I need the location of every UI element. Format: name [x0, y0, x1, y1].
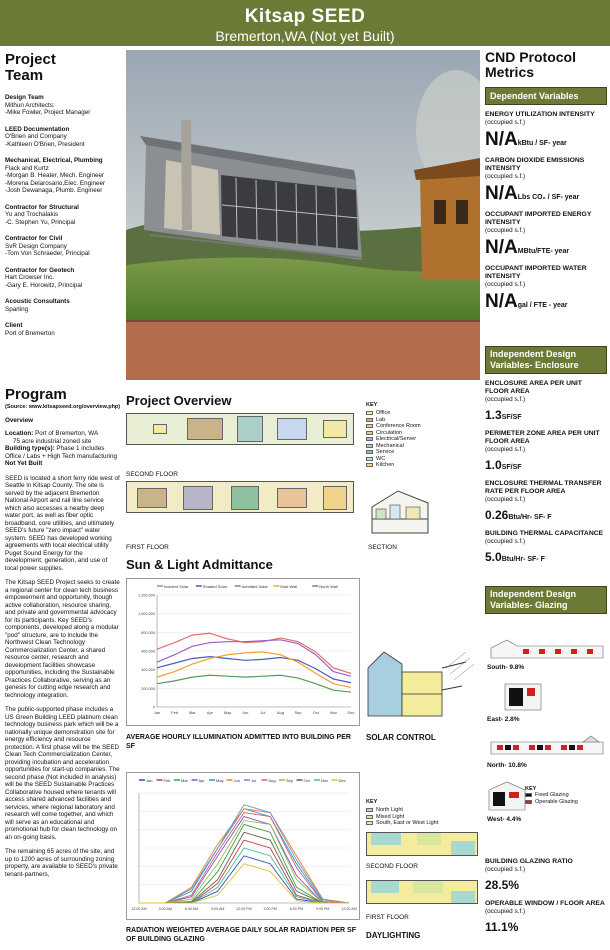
- program-paragraph-3: The public-supported phase includes a US Green Building LEED platinum clean technology business park which will be a nationally unique demonstration site for energy efficiency and resource protection. A first phase will be the SEED Clean Tech Commercialization Center, providing incubation and acceleration opportunities for start-up companies. The second phase (Not included in analysis) will be the SEED Sustainable Practices Collaborative housed where tenants will access shared advanced facilities and services, where regional laboratory and research will come together, and which will serve as an educational and promotional hub for clean technology on an on-going basis.: [5, 706, 120, 841]
- illumination-chart: [126, 578, 360, 726]
- metric-value: 1.0: [485, 458, 502, 472]
- legend-label: Feb: [163, 778, 171, 783]
- glazing-elevations: [485, 638, 607, 828]
- cnd-title: CND Protocol Metrics: [485, 49, 576, 80]
- x-tick-label: Feb: [171, 710, 179, 715]
- key-label: WC: [376, 455, 386, 462]
- team-role: Contractor for Structural: [5, 203, 79, 211]
- metric-value-row: [485, 237, 607, 259]
- metric-value-row: [485, 918, 607, 936]
- daylighting-key-list: [366, 807, 476, 827]
- dependent-variables-bar: Dependent Variables: [485, 87, 607, 105]
- metric-item: [485, 900, 607, 936]
- metric-label: OCCUPANT IMPORTED WATER INTENSITY: [485, 265, 587, 280]
- team-line: -Mike Fowler, Project Manager: [5, 109, 91, 116]
- illumination-chart-caption: AVERAGE HOURLY ILLUMINATION ADMITTED INTO BUILDING PER SF: [126, 734, 351, 750]
- glazing-key-title: KEY: [525, 786, 537, 792]
- daylighting-second-floor-label: SECOND FLOOR: [366, 863, 419, 870]
- key-swatch: [366, 808, 373, 812]
- metric-item: [485, 858, 607, 894]
- team-line: -Tom Von Schraeder, Principal: [5, 250, 90, 257]
- y-tick-label: 600,000: [141, 649, 155, 654]
- legend-label: Dec: [338, 778, 346, 783]
- metric-label: BUILDING THERMAL CAPACITANCE: [485, 530, 604, 537]
- metric-label: OCCUPANT IMPORTED ENERGY INTENSITY: [485, 211, 592, 226]
- legend-label: Jul: [251, 778, 257, 783]
- metric-label: ENCLOSURE THERMAL TRANSFER RATE PER FLOOR AREA: [485, 480, 602, 495]
- team-group: [5, 322, 121, 337]
- team-line: -Morgan B. Heater, Mech. Engineer: [5, 172, 105, 179]
- key-label: Office: [376, 410, 391, 416]
- team-role: Acoustic Consultants: [5, 298, 70, 305]
- metric-value-row: [485, 291, 607, 313]
- project-overview-title: Project Overview: [126, 393, 232, 408]
- overview-first-floor-label: FIRST FLOOR: [126, 544, 169, 551]
- metric-sub: (occupied s.f.): [485, 446, 526, 453]
- metric-unit: MBtu/FTE- year: [517, 248, 570, 255]
- team-group: [5, 298, 121, 313]
- key-label: Service: [376, 449, 395, 455]
- metric-unit: Btu/Hr- SF- F: [508, 514, 552, 521]
- metric-unit: Lbs CO₂ / SF- year: [517, 194, 580, 201]
- metric-sub: (occupied s.f.): [485, 119, 526, 126]
- east-elevation: [485, 682, 607, 726]
- metric-unit: SF/SF: [501, 414, 522, 421]
- cnd-metrics-section: [485, 50, 607, 313]
- metric-value-row: [485, 548, 607, 566]
- series-line: [157, 675, 351, 692]
- legend-label: East Wall: [280, 584, 298, 589]
- radiation-chart-caption: RADIATION WEIGHTED AVERAGE DAILY SOLAR RADIATION PER SF OF BUILDING GLAZING: [126, 927, 356, 943]
- daylighting-key-title: KEY: [366, 799, 378, 805]
- program-paragraph-4: The remaining 65 acres of the site, and up to 1200 acres of surrounding zoning property, are available to SEED's private tenant-partners,: [5, 848, 118, 878]
- team-line: Port of Bremerton: [5, 329, 55, 337]
- overview-key-list: [366, 410, 436, 469]
- daylighting-key: [366, 798, 476, 827]
- key-label: North Light: [376, 807, 403, 813]
- team-line: O'Brien and Company: [5, 133, 67, 140]
- metric-value-row: [485, 129, 607, 151]
- key-label: Mechanical: [376, 442, 404, 449]
- metric-sub: (occupied s.f.): [485, 173, 526, 180]
- key-swatch: [366, 444, 373, 448]
- team-group: [5, 267, 121, 290]
- north-elevation: [485, 734, 607, 774]
- x-tick-label: 9:00 AM: [211, 907, 225, 911]
- x-tick-label: 12:00 AM: [131, 907, 147, 911]
- west-glazing-label: West- 4.4%: [487, 816, 522, 823]
- radiation-chart: [126, 772, 360, 920]
- x-tick-label: 3:00 AM: [158, 907, 172, 911]
- metric-sub: (occupied s.f.): [485, 866, 526, 873]
- overview-second-floor-label: SECOND FLOOR: [126, 471, 179, 478]
- metric-item: [485, 380, 607, 424]
- metric-value: 11.1%: [485, 920, 519, 934]
- program-source: (Source: www.kitsapseed.org/overview.php): [5, 404, 121, 410]
- legend-label: North Wall: [319, 584, 338, 589]
- sun-light-section: [126, 557, 480, 572]
- legend-label: Sep: [286, 778, 294, 783]
- glazing-bar: Independent Design Variables- Glazing: [485, 586, 607, 614]
- x-tick-label: Apr: [206, 710, 214, 715]
- overview-key-title: KEY: [366, 402, 378, 408]
- glazing-section: [485, 586, 607, 614]
- team-line: Yu and Trochalakis: [5, 211, 59, 218]
- team-line: Mithun Architects:: [5, 101, 55, 109]
- legend-label: Incident Solar: [164, 584, 189, 589]
- metric-item: [485, 157, 607, 205]
- daylighting-key-item: [366, 820, 476, 827]
- key-swatch: [366, 437, 373, 441]
- metric-value: N/A: [485, 183, 518, 204]
- metric-label: PERIMETER ZONE AREA PER UNIT FLOOR AREA: [485, 430, 600, 445]
- east-glazing-label: East- 2.8%: [487, 716, 520, 723]
- y-tick-label: 400,000: [141, 668, 155, 673]
- program-section: [5, 387, 121, 878]
- project-overview-section: [126, 393, 480, 553]
- program-overview-label: Overview: [5, 416, 34, 424]
- metric-value: N/A: [485, 237, 518, 258]
- chart-legend: [157, 584, 338, 589]
- metric-label: OPERABLE WINDOW / FLOOR AREA: [485, 900, 605, 907]
- sun-light-title: Sun & Light Admittance: [126, 557, 273, 572]
- series-line: [139, 805, 349, 903]
- key-swatch: [366, 463, 373, 467]
- chart-legend: [139, 778, 346, 783]
- team-line: SvR Design Company: [5, 242, 67, 250]
- program-title: Program: [5, 386, 67, 403]
- metric-sub: (occupied s.f.): [485, 396, 526, 403]
- team-role: Contractor for Civil: [5, 235, 63, 242]
- metric-label: CARBON DIOXIDE EMISSIONS INTENSITY: [485, 157, 585, 172]
- section-label: SECTION: [368, 544, 397, 551]
- metric-item: [485, 430, 607, 474]
- x-tick-label: Jun: [241, 710, 249, 715]
- illumination-chart-svg: [127, 579, 359, 725]
- legend-label: Apr: [198, 778, 205, 783]
- legend-label: Oct: [303, 778, 310, 783]
- metric-label: BUILDING GLAZING RATIO: [485, 858, 573, 865]
- key-label: Lab: [376, 416, 386, 423]
- metric-item: [485, 265, 607, 313]
- metric-value-row: [485, 183, 607, 205]
- x-tick-label: Dec: [347, 710, 355, 715]
- x-tick-label: Jan: [153, 710, 161, 715]
- metric-item: [485, 111, 607, 151]
- key-label: Kitchen: [376, 462, 395, 468]
- team-group: [5, 204, 121, 227]
- key-swatch: [366, 431, 373, 435]
- metric-value: 1.3: [485, 408, 502, 422]
- metric-value-row: [485, 876, 607, 894]
- team-line: -Morena Delarosario,Elec. Engineer: [5, 179, 106, 187]
- x-tick-label: Aug: [276, 710, 285, 715]
- x-tick-label: Nov: [329, 710, 337, 715]
- y-tick-label: 1,200,000: [138, 593, 155, 598]
- section-drawing: [368, 485, 432, 535]
- team-role: Contractor for Geotech: [5, 266, 75, 274]
- overview-key-item: [366, 462, 436, 469]
- metric-sub: (occupied s.f.): [485, 281, 526, 288]
- team-group: [5, 235, 121, 258]
- south-glazing-label: South- 9.8%: [487, 664, 525, 671]
- dependent-variables-list: [485, 111, 607, 313]
- team-role: Mechanical, Electrical, Plumbing: [5, 157, 103, 164]
- metric-sub: (occupied s.f.): [485, 496, 526, 503]
- enclosure-section: [485, 346, 607, 566]
- metric-value-row: [485, 406, 607, 424]
- key-swatch: [366, 418, 373, 422]
- series-line: [139, 813, 349, 903]
- metric-unit: gal / FTE - year: [517, 302, 568, 309]
- legend-label: Shaded Solar: [202, 584, 228, 589]
- program-paragraph-2: The Kitsap SEED Project seeks to create a regional center for clean tech business empowerment and opportunity, though active collaboration, resource sharing, and private and governmental advocacy for its participants. Key SEED's components, developed along a modular "pod" structure, are to include the Northwest Clean Technology Commercialization Center, a shared resource center, research and development facilities showcase opportunities, including the Sustainable Practices Collaborative, serving as an genesis for cutting edge research and technology integration.: [5, 579, 120, 699]
- team-line: -Josh Dewanaga, Plumb. Engineer: [5, 187, 103, 194]
- metric-value-row: [485, 456, 607, 474]
- metric-value-row: [485, 506, 607, 524]
- glazing-metrics-list: [485, 852, 607, 936]
- metric-value: 28.5%: [485, 878, 520, 892]
- project-team-section: [5, 52, 121, 346]
- radiation-chart-svg: [127, 773, 359, 919]
- y-tick-label: 800,000: [141, 630, 155, 635]
- team-line: Hart Crowser Inc.: [5, 274, 54, 281]
- second-floor-plan: [126, 413, 354, 445]
- legend-label: Admitted Solar: [241, 584, 268, 589]
- metric-value: N/A: [485, 291, 518, 312]
- poster-subtitle: Bremerton,WA (Not yet Built): [215, 28, 395, 44]
- team-group: [5, 126, 121, 149]
- y-tick-label: 0: [152, 705, 155, 710]
- team-line: Flack and Kurtz: [5, 164, 49, 172]
- metric-item: [485, 211, 607, 259]
- glazing-key-operable: Operable Glazing: [525, 799, 578, 806]
- key-swatch: [366, 411, 373, 415]
- key-swatch: [366, 450, 373, 454]
- key-label: Mixed Light: [376, 813, 405, 820]
- project-team-title: Project Team: [5, 51, 56, 84]
- x-tick-label: 3:00 PM: [263, 907, 277, 911]
- metric-unit: SF/SF: [501, 464, 522, 471]
- key-label: South, East or West Light: [376, 820, 439, 826]
- x-tick-label: Oct: [312, 710, 319, 715]
- team-line: -Kathleen O'Brien, President: [5, 140, 85, 148]
- key-swatch: [366, 424, 373, 428]
- metric-label: ENERGY UTILIZATION INTENSITY: [485, 111, 595, 118]
- x-tick-label: 12:00 AM: [341, 907, 357, 911]
- team-role: LEED Documentation: [5, 125, 70, 133]
- metric-sub: (occupied s.f.): [485, 538, 526, 545]
- team-line: -C. Stephen Yu, Principal: [5, 218, 76, 226]
- program-location: Location: Port of Bremerton, WA 75 acre industrial zoned site Building type(s): Phase 1 includes Office / Labs + High Tech manufacturing Not Yet Built: [5, 430, 117, 467]
- x-tick-label: 6:00 PM: [289, 907, 304, 911]
- legend-label: Jun: [233, 778, 240, 783]
- first-floor-plan: [126, 481, 354, 513]
- poster-title: Kitsap SEED: [244, 6, 366, 27]
- x-tick-label: May: [223, 710, 232, 715]
- key-label: Conference Room: [376, 423, 421, 429]
- x-tick-label: 9:00 PM: [316, 907, 330, 911]
- key-swatch: [366, 821, 373, 825]
- team-line: -Gary E. Horowitz, Principal: [5, 281, 83, 289]
- key-swatch: [366, 457, 373, 461]
- legend-label: Aug: [268, 778, 276, 783]
- metric-value: 5.0: [485, 550, 502, 564]
- metric-unit: Btu/Hr- SF- F: [501, 556, 545, 563]
- x-tick-label: 6:00 AM: [184, 907, 199, 911]
- series-line: [157, 633, 351, 673]
- legend-label: Nov: [321, 778, 329, 783]
- program-paragraph-1: SEED is located a short ferry ride west of Seattle in Kitsap County. The site is served by the adjacent Bremerton National Airport and rail line service which also accesses a nearby deep water port, as well as fiber optic broadband, core utilities, and ultimately SEED's future "zero impact" water system. SEED has developed working agreements with local electrical utility Puget Sound Energy for the development, generation, and use of local power supplies.: [5, 474, 120, 572]
- metric-label: ENCLOSURE AREA PER UNIT FLOOR AREA: [485, 380, 582, 395]
- team-group: [5, 157, 121, 195]
- key-label: Circulation: [376, 429, 402, 436]
- y-tick-label: 1,000,000: [138, 612, 155, 617]
- team-role: Client: [5, 322, 23, 329]
- metric-value: N/A: [485, 129, 518, 150]
- west-elevation: [485, 780, 607, 828]
- metric-item: [485, 480, 607, 524]
- metric-sub: (occupied s.f.): [485, 908, 526, 915]
- team-role: Design Team: [5, 94, 44, 101]
- daylighting-label: DAYLIGHTING: [366, 931, 421, 940]
- x-tick-label: 12:00 PM: [236, 907, 252, 911]
- daylighting-first-floor-plan: [366, 880, 478, 904]
- daylighting-first-floor-label: FIRST FLOOR: [366, 914, 409, 921]
- key-swatch: [366, 815, 373, 819]
- x-tick-label: Mar: [188, 710, 196, 715]
- metric-sub: (occupied s.f.): [485, 227, 526, 234]
- glazing-key: [525, 786, 578, 805]
- poster-header: [0, 0, 610, 46]
- solar-control-diagram: [366, 648, 476, 718]
- overview-key: [366, 401, 436, 469]
- daylighting-second-floor-plan: [366, 832, 478, 856]
- x-tick-label: Sep: [294, 710, 302, 715]
- legend-label: Jan: [146, 778, 153, 783]
- metric-unit: kBtu / SF- year: [517, 140, 567, 147]
- building-rendering: [126, 50, 480, 380]
- solar-control-label: SOLAR CONTROL: [366, 733, 436, 742]
- key-label: Electrical/Server: [376, 436, 417, 442]
- metric-item: [485, 530, 607, 566]
- north-glazing-label: North- 10.8%: [487, 762, 527, 769]
- team-line: Sparling: [5, 305, 29, 313]
- south-elevation: [485, 638, 607, 674]
- x-tick-label: Jul: [260, 710, 266, 715]
- legend-label: Mar: [181, 778, 188, 783]
- team-groups: [5, 94, 121, 337]
- team-group: [5, 94, 121, 117]
- enclosure-bar: Independent Design Variables- Enclosure: [485, 346, 607, 374]
- enclosure-list: [485, 380, 607, 566]
- legend-label: May: [216, 778, 224, 783]
- glazing-key-fixed: Fixed Glazing: [525, 792, 578, 799]
- metric-value: 0.26: [485, 508, 509, 522]
- y-tick-label: 200,000: [141, 686, 155, 691]
